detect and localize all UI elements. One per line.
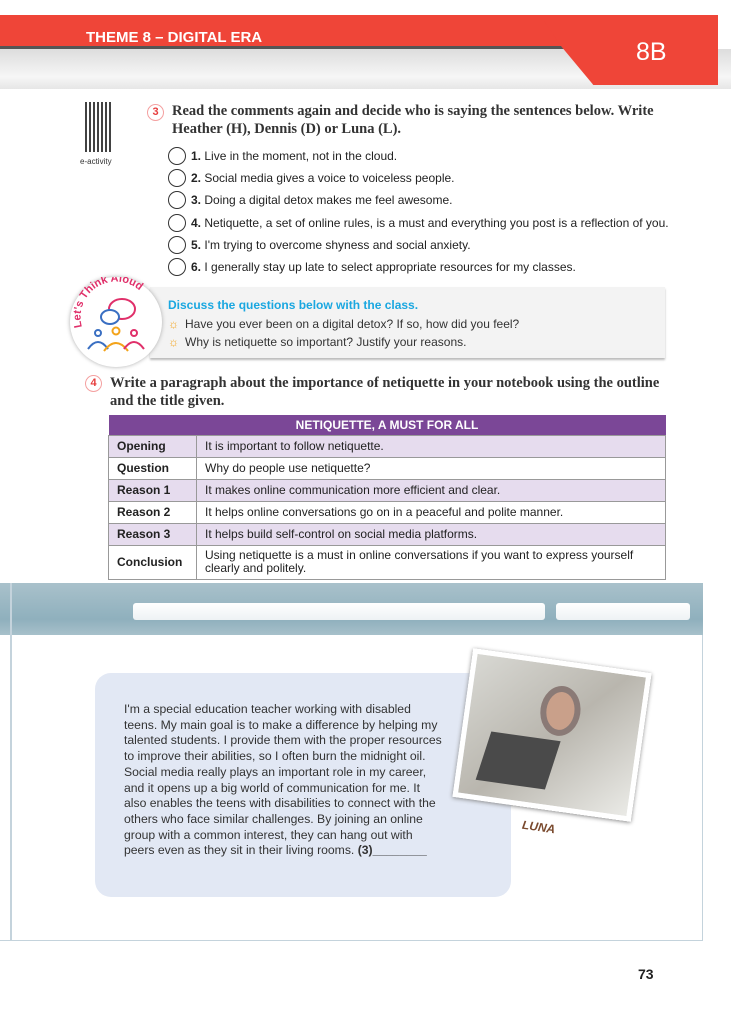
item-text: Doing a digital detox makes me feel awesome. (204, 193, 453, 207)
search-bar[interactable] (556, 603, 690, 620)
item-number: 2. (191, 171, 202, 185)
table-row (109, 545, 666, 579)
browser-edge (10, 583, 12, 941)
row-text: It makes online communication more efficient and clear. (197, 479, 666, 501)
answer-circle[interactable] (168, 236, 186, 254)
row-text: It helps build self-control on social media platforms. (197, 523, 666, 545)
luna-photo (452, 648, 651, 822)
post-text: I'm a special education teacher working with disabled teens. My main goal is to make a difference by helping my talented students. I provide them with the proper resources to improve their abilities, so I often burn the midnight oil. Social media really plays an important role in my career, and it opens up a big world of communication for me. It also enables the teens with disabilities to connect with the others who face similar challenges. By joining an online group with a common interest, they can hang out with peers even as they sit in their living rooms. (3)________ (124, 702, 442, 858)
item-number: 4. (191, 216, 202, 230)
unit-number: 8B (636, 38, 667, 66)
outline-table (108, 415, 666, 580)
exercise-instruction: Write a paragraph about the importance of netiquette in your notebook using the outline and the title given. (110, 375, 660, 409)
item-number: 1. (191, 149, 202, 163)
row-text: Why do people use netiquette? (197, 457, 666, 479)
item-number: 3. (191, 193, 202, 207)
answer-circle[interactable] (168, 258, 186, 276)
exercise-instruction: Read the comments again and decide who is saying the sentences below. Write Heather (H), Dennis (D) or Luna (L). (172, 103, 654, 137)
exercise-number: 4 (85, 375, 102, 392)
discussion-heading: Discuss the questions below with the class. (168, 298, 419, 312)
exercise-number: 3 (147, 104, 164, 121)
statement-item (168, 214, 669, 232)
row-label: Reason 3 (109, 523, 197, 545)
row-text: It is important to follow netiquette. (197, 435, 666, 457)
statement-item (168, 147, 397, 165)
qr-label: e-activity (80, 157, 112, 166)
row-label: Conclusion (109, 545, 197, 579)
row-text: Using netiquette is a must in online conversations if you want to express yourself clearly and politely. (197, 545, 666, 579)
page-number: 73 (638, 966, 654, 982)
discussion-question: ☼ Have you ever been on a digital detox? If so, how did you feel? (168, 317, 520, 331)
row-label: Opening (109, 435, 197, 457)
person-image (537, 683, 584, 738)
answer-circle[interactable] (168, 214, 186, 232)
item-text: Social media gives a voice to voiceless people. (204, 171, 455, 185)
author-name: LUNA (521, 817, 557, 837)
answer-circle[interactable] (168, 147, 186, 165)
think-aloud-logo (70, 277, 162, 367)
row-label: Reason 2 (109, 501, 197, 523)
row-text: It helps online conversations go on in a peaceful and polite manner. (197, 501, 666, 523)
theme-title: THEME 8 – DIGITAL ERA (86, 29, 263, 46)
answer-circle[interactable] (168, 169, 186, 187)
qr-code-icon[interactable] (85, 102, 111, 152)
statement-item (168, 258, 576, 276)
discussion-question: ☼ Why is netiquette so important? Justify your reasons. (168, 335, 467, 349)
item-text: Live in the moment, not in the cloud. (204, 149, 398, 163)
table-title: NETIQUETTE, A MUST FOR ALL (109, 415, 666, 435)
item-number: 5. (191, 238, 202, 252)
svg-text:Let's Think Aloud: Let's Think Aloud (71, 277, 146, 329)
laptop-image (476, 732, 561, 790)
divider (0, 46, 600, 49)
table-row (109, 501, 666, 523)
item-text: I'm trying to overcome shyness and social anxiety. (204, 238, 471, 252)
statement-item (168, 236, 471, 254)
row-label: Question (109, 457, 197, 479)
item-text: Netiquette, a set of online rules, is a must and everything you post is a reflection of you. (204, 216, 669, 230)
sun-bullet-icon: ☼ (168, 317, 179, 331)
answer-circle[interactable] (168, 191, 186, 209)
table-row (109, 523, 666, 545)
address-bar[interactable] (133, 603, 545, 620)
item-text: I generally stay up late to select appropriate resources for my classes. (204, 260, 576, 274)
row-label: Reason 1 (109, 479, 197, 501)
table-row (109, 457, 666, 479)
item-number: 6. (191, 260, 202, 274)
table-row (109, 479, 666, 501)
sun-bullet-icon: ☼ (168, 335, 179, 349)
statement-item (168, 191, 453, 209)
table-row (109, 435, 666, 457)
statement-item (168, 169, 455, 187)
